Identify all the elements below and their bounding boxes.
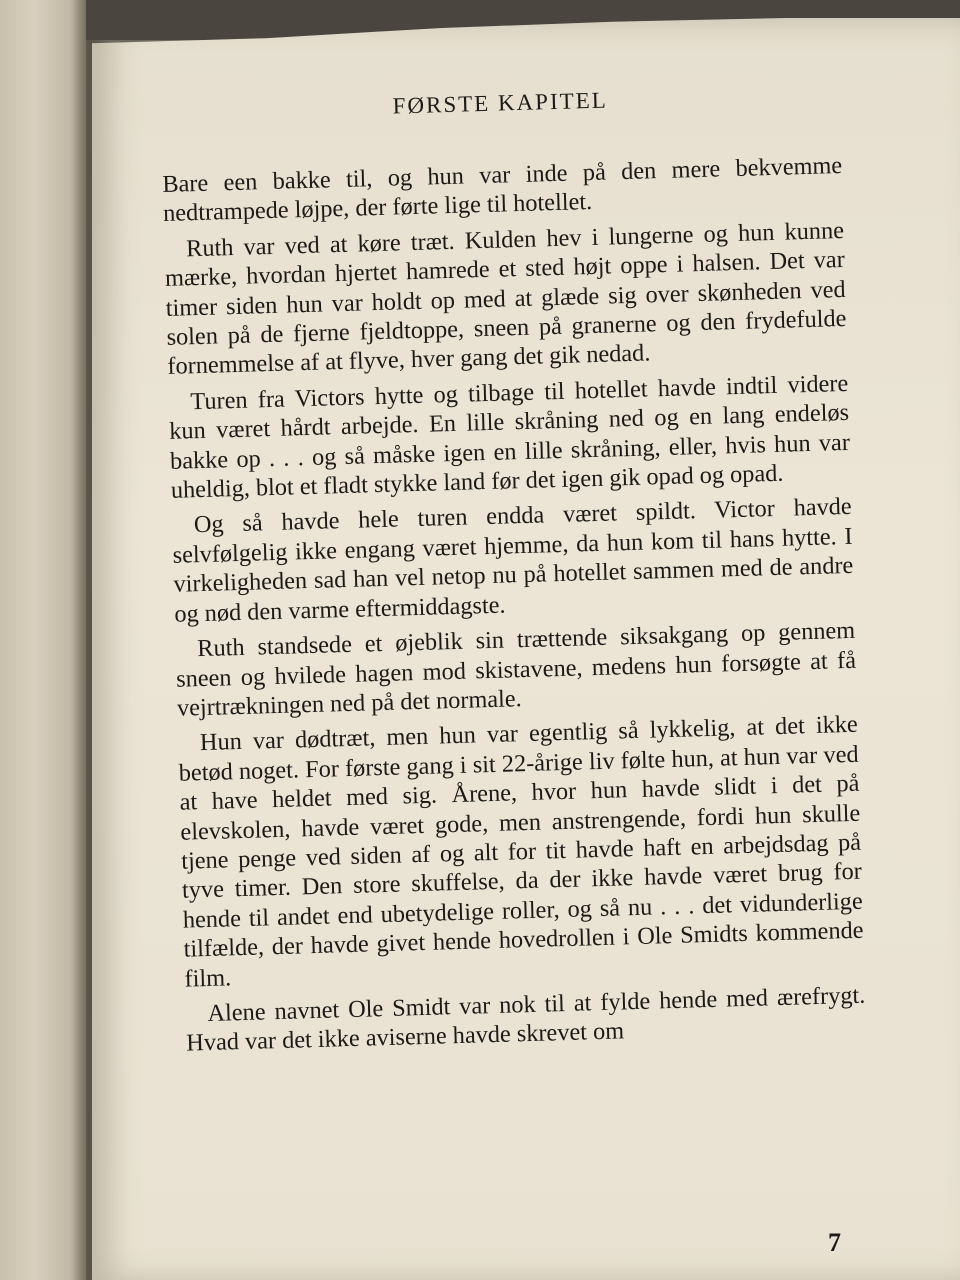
paragraph: Ruth var ved at køre træt. Kulden hev i lungerne og hun kunne mærke, hvordan hjertet hamrede et sted højt oppe i halsen. Det var timer siden hun var holdt op med at glæde sig over skønheden ved solen på de fjerne fjeldtoppe, sneen på granerne og den frydefulde fornemmelse af at flyve, hver gang det gik nedad. — [164, 216, 847, 381]
paragraph: Bare een bakke til, og hun var inde på den mere bekvemme nedtrampede løjpe, der førte lige til hotellet. — [161, 151, 843, 228]
paragraph: Og så havde hele turen endda været spildt. Victor havde selvfølgelig ikke engang været hjemme, da hun kom til hans hytte. I virkeligheden sad han vel netop nu på hotellet sammen med de andre og nød den varme eftermiddagste. — [172, 493, 854, 628]
paragraph: Alene navnet Ole Smidt var nok til at fylde hende med ærefrygt. Hvad var det ikke aviserne havde skrevet om — [185, 981, 866, 1058]
page-number: 7 — [828, 1228, 841, 1257]
paragraph: Turen fra Victors hytte og tilbage til hotellet havde indtil videre kun været hårdt arbejde. En lille skråning ned og en lang endeløs bakke op . . . og så måske igen en lille skråning, eller, hvis hun var uheldig, blot et fladt stykke land før det igen gik opad og opad. — [168, 369, 851, 504]
paragraph: Hun var dødtræt, men hun var egentlig så lykkelig, at det ikke betød noget. For første gang i sit 22-årige liv følte hun, at hun var ved at have heldet med sig. Årene, hvor hun havde slidt i det på elevskolen, havde været gode, men anstrengende, fordi hun skulle tjene penge ved siden af og alt for tit havde haft en arbejdsdag på tyve timer. Den store skuffelse, da der ikke havde været brug for hende til andet end ubetydelige roller, og så nu . . . det vidunderlige tilfælde, der havde givet hende hovedrollen i Ole Smidts kommende film. — [178, 711, 864, 993]
page-text-block — [160, 81, 867, 1064]
paragraph: Ruth standsede et øjeblik sin trættende siksakgang op gennem sneen og hvilede hagen mod skistavene, medens hun forsøgte at få vejrtrækningen ned på det normale. — [175, 616, 857, 722]
chapter-title: FØRSTE KAPITEL — [392, 87, 609, 119]
